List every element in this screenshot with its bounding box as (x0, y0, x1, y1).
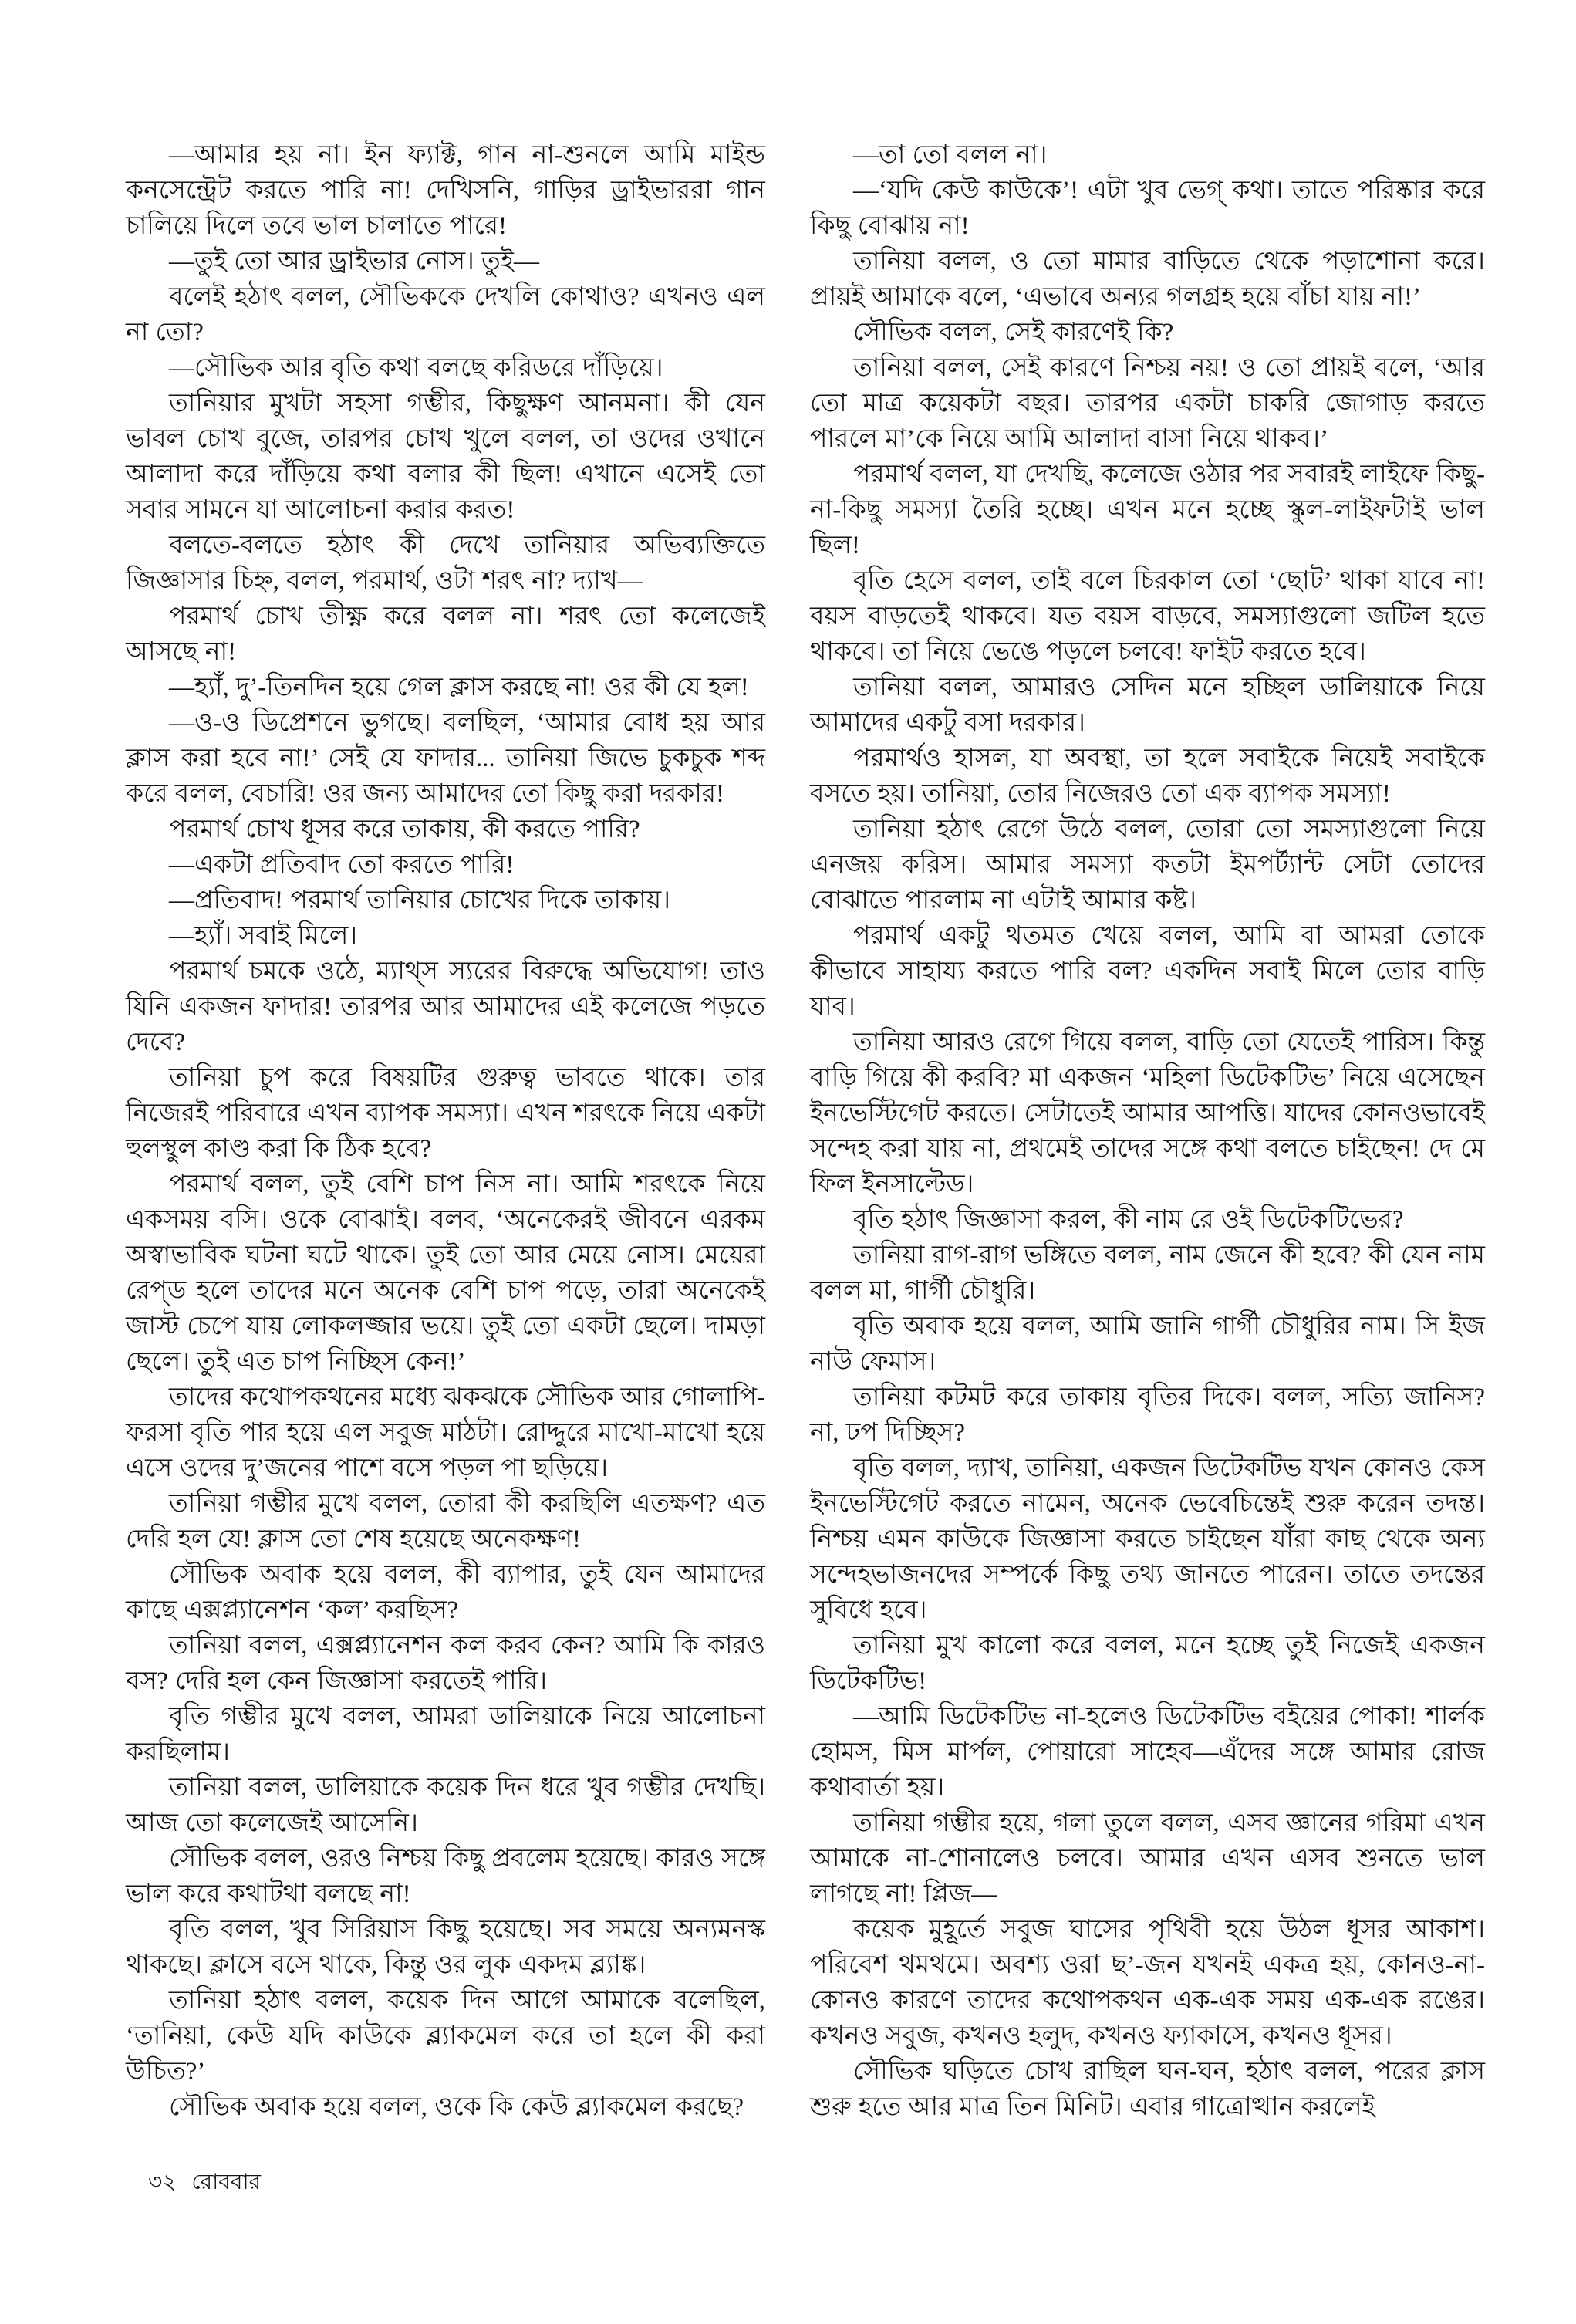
paragraph: পরমার্থ চোখ তীক্ষ্ণ করে বলল না। শরৎ তো কলেজেই আসছে না! (126, 603, 765, 666)
paragraph: বৃতি বলল, খুব সিরিয়াস কিছু হয়েছে। সব সময়ে অন্যমনস্ক থাকছে। ক্লাসে বসে থাকে, কিন্তু ওর লুক একদম ব্ল্যাঙ্ক। (126, 1916, 765, 1979)
paragraph: —ও-ও ডিপ্রেশনে ভুগছে। বলছিল, ‘আমার বোধ হয় আর ক্লাস করা হবে না!’ সেই যে ফাদার... তানিয়া জিভে চুকচুক শব্দ করে বলল, বেচারি! ওর জন্য আমাদের তো কিছু করা দরকার! (126, 709, 765, 808)
paragraph: পরমার্থ বলল, যা দেখছি, কলেজে ওঠার পর সবারই লাইফে কিছু-না-কিছু সমস্যা তৈরি হচ্ছে। এখন মনে হচ্ছে স্কুল-লাইফটাই ভাল ছিল! (810, 461, 1485, 559)
paragraph: তানিয়া গম্ভীর হয়ে, গলা তুলে বলল, এসব জ্ঞানের গরিমা এখন আমাকে না-শোনালেও চলবে। আমার এখন এসব শুনতে ভাল লাগছে না! প্লিজ— (810, 1809, 1485, 1908)
text-columns (126, 137, 1485, 2125)
paragraph: বৃতি গম্ভীর মুখে বলল, আমরা ডালিয়াকে নিয়ে আলোচনা করছিলাম। (126, 1703, 765, 1766)
paragraph: সৌভিক অবাক হয়ে বলল, ওকে কি কেউ ব্ল্যাকমেল করছে? (169, 2093, 744, 2121)
text-column-right (810, 137, 1485, 2125)
paragraph: তাদের কথোপকথনের মধ্যে ঝকঝকে সৌভিক আর গোলাপি-ফরসা বৃতি পার হয়ে এল সবুজ মাঠটা। রোদ্দুরে মাখো-মাখো হয়ে এসে ওদের দু’জনের পাশে বসে পড়ল পা ছড়িয়ে। (126, 1383, 765, 1482)
paragraph: পরমার্থ চোখ ধূসর করে তাকায়, কী করতে পারি? (169, 816, 640, 843)
page-footer (148, 2170, 261, 2196)
magazine-title: রোববার (191, 2170, 261, 2194)
paragraph: তানিয়া হঠাৎ রেগে উঠে বলল, তোরা তো সমস্যাগুলো নিয়ে এনজয় করিস। আমার সমস্যা কতটা ইমপর্ট্যান্ট সেটা তোদের বোঝাতে পারলাম না এটাই আমার কষ্ট। (810, 816, 1485, 914)
paragraph: তানিয়া বলল, সেই কারণে নিশ্চয় নয়! ও তো প্রায়ই বলে, ‘আর তো মাত্র কয়েকটা বছর। তারপর একটা চাকরি জোগাড় করতে পারলে মা’কে নিয়ে আমি আলাদা বাসা নিয়ে থাকব।’ (810, 354, 1485, 453)
paragraph: —তুই তো আর ড্রাইভার নোস। তুই— (169, 248, 539, 275)
paragraph: পরমার্থ বলল, তুই বেশি চাপ নিস না। আমি শরৎকে নিয়ে একসময় বসি। ওকে বোঝাই। বলব, ‘অনেকেরই জীবনে এরকম অস্বাভাবিক ঘটনা ঘটে থাকে। তুই তো আর মেয়ে নোস। মেয়েরা রেপ্‌ড হলে তাদের মনে অনেক বেশি চাপ পড়ে, তারা অনেকেই জাস্ট চেপে যায় লোকলজ্জার ভয়ে। তুই তো একটা ছেলে। দামড়া ছেলে। তুই এত চাপ নিচ্ছিস কেন!’ (126, 1170, 765, 1376)
paragraph: —হ্যাঁ। সবাই মিলে। (169, 922, 358, 950)
paragraph: —আমার হয় না। ইন ফ্যাক্ট, গান না-শুনলে আমি মাইন্ড কনসেন্ট্রেট করতে পারি না! দেখিসনি, গাড়ির ড্রাইভাররা গান চালিয়ে দিলে তবে ভাল চালাতে পারে! (126, 141, 765, 240)
paragraph: বৃতি বলল, দ্যাখ, তানিয়া, একজন ডিটেকটিভ যখন কোনও কেস ইনভেস্টিগেট করতে নামেন, অনেক ভেবেচিন্তেই শুরু করেন তদন্ত। নিশ্চয় এমন কাউকে জিজ্ঞাসা করতে চাইছেন যাঁরা কাছ থেকে অন্য সন্দেহভাজনদের সম্পর্কে কিছু তথ্য জানতে পারেন। তাতে তদন্তের সুবিধে হবে। (810, 1454, 1485, 1624)
paragraph: তানিয়া রাগ-রাগ ভঙ্গিতে বলল, নাম জেনে কী হবে? কী যেন নাম বলল মা, গার্গী চৌধুরি। (810, 1241, 1485, 1305)
paragraph: সৌভিক বলল, সেই কারণেই কি? (853, 319, 1174, 346)
paragraph: তানিয়া বলল, ও তো মামার বাড়িতে থেকে পড়াশোনা করে। প্রায়ই আমাকে বলে, ‘এভাবে অন্যর গলগ্রহ হয়ে বাঁচা যায় না!’ (810, 248, 1485, 311)
paragraph: —হ্যাঁ, দু’-তিনদিন হয়ে গেল ক্লাস করছে না! ওর কী যে হল! (169, 674, 749, 701)
paragraph: তানিয়া বলল, এক্সপ্ল্যানেশন কল করব কেন? আমি কি কারও বস? দেরি হল কেন জিজ্ঞাসা করতেই পারি। (126, 1632, 765, 1695)
paragraph: —একটা প্রতিবাদ তো করতে পারি! (169, 851, 515, 879)
paragraph: —তা তো বলল না। (853, 141, 1048, 169)
paragraph: —প্রতিবাদ! পরমার্থ তানিয়ার চোখের দিকে তাকায়। (169, 887, 670, 914)
paragraph: বৃতি হঠাৎ জিজ্ঞাসা করল, কী নাম রে ওই ডিটেকটিভের? (853, 1206, 1404, 1234)
paragraph: বৃতি হেসে বলল, তাই বলে চিরকাল তো ‘ছোট’ থাকা যাবে না! বয়স বাড়তেই থাকবে। যত বয়স বাড়বে, সমস্যাগুলো জটিল হতে থাকবে। তা নিয়ে ভেঙে পড়লে চলবে! ফাইট করতে হবে। (810, 567, 1485, 666)
paragraph: তানিয়া আরও রেগে গিয়ে বলল, বাড়ি তো যেতেই পারিস। কিন্তু বাড়ি গিয়ে কী করবি? মা একজন ‘মহিলা ডিটেকটিভ’ নিয়ে এসেছেন ইনভেস্টিগেট করতে। সেটাতেই আমার আপত্তি। যাদের কোনওভাবেই সন্দেহ করা যায় না, প্রথমেই তাদের সঙ্গে কথা বলতে চাইছেন! দে মে ফিল ইনসাল্টেড। (810, 1029, 1485, 1198)
paragraph: তানিয়া গম্ভীর মুখে বলল, তোরা কী করছিলি এতক্ষণ? এত দেরি হল যে! ক্লাস তো শেষ হয়েছে অনেকক্ষণ! (126, 1490, 765, 1553)
paragraph: —আমি ডিটেকটিভ না-হলেও ডিটেকটিভ বইয়ের পোকা! শার্লক হোমস, মিস মার্পল, পোয়ারো সাহেব—এঁদের সঙ্গে আমার রোজ কথাবার্তা হয়। (810, 1703, 1485, 1802)
text-column-left (126, 137, 765, 2125)
paragraph: —‘যদি কেউ কাউকে’! এটা খুব ভেগ্‌ কথা। তাতে পরিষ্কার করে কিছু বোঝায় না! (810, 177, 1485, 240)
paragraph: বলতে-বলতে হঠাৎ কী দেখে তানিয়ার অভিব্যক্তিতে জিজ্ঞাসার চিহ্ন, বলল, পরমার্থ, ওটা শরৎ না? দ্যাখ— (126, 532, 765, 595)
paragraph: পরমার্থ একটু থতমত খেয়ে বলল, আমি বা আমরা তোকে কীভাবে সাহায্য করতে পারি বল? একদিন সবাই মিলে তোর বাড়ি যাব। (810, 922, 1485, 1021)
paragraph: তানিয়া বলল, ডালিয়াকে কয়েক দিন ধরে খুব গম্ভীর দেখছি। আজ তো কলেজেই আসেনি। (126, 1774, 765, 1837)
paragraph: তানিয়া কটমট করে তাকায় বৃতির দিকে। বলল, সত্যি জানিস? না, ঢপ দিচ্ছিস? (810, 1383, 1485, 1447)
paragraph: তানিয়া চুপ করে বিষয়টির গুরুত্ব ভাবতে থাকে। তার নিজেরই পরিবারে এখন ব্যাপক সমস্যা। এখন শরৎকে নিয়ে একটা হুলস্থুল কাণ্ড করা কি ঠিক হবে? (126, 1064, 765, 1163)
paragraph: বৃতি অবাক হয়ে বলল, আমি জানি গার্গী চৌধুরির নাম। সি ইজ নাউ ফেমাস। (810, 1312, 1485, 1376)
paragraph: কয়েক মুহূর্তে সবুজ ঘাসের পৃথিবী হয়ে উঠল ধূসর আকাশ। পরিবেশ থমথমে। অবশ্য ওরা ছ’-জন যখনই একত্র হয়, কোনও-না-কোনও কারণে তাদের কথোপকথন এক-এক সময় এক-এক রঙের। কখনও সবুজ, কখনও হলুদ, কখনও ফ্যাকাসে, কখনও ধূসর। (810, 1916, 1485, 2050)
page-number: ৩২ (148, 2170, 177, 2194)
paragraph: তানিয়া মুখ কালো করে বলল, মনে হচ্ছে তুই নিজেই একজন ডিটেকটিভ! (810, 1632, 1485, 1695)
paragraph: পরমার্থ চমকে ওঠে, ম্যাথ্‌স স্যরের বিরুদ্ধে অভিযোগ! তাও যিনি একজন ফাদার! তারপর আর আমাদের এই কলেজে পড়তে দেবে? (126, 958, 765, 1056)
paragraph: তানিয়া বলল, আমারও সেদিন মনে হচ্ছিল ডালিয়াকে নিয়ে আমাদের একটু বসা দরকার। (810, 674, 1485, 737)
paragraph: তানিয়ার মুখটা সহসা গম্ভীর, কিছুক্ষণ আনমনা। কী যেন ভাবল চোখ বুজে, তারপর চোখ খুলে বলল, তা ওদের ওখানে আলাদা করে দাঁড়িয়ে কথা বলার কী ছিল! এখানে এসেই তো সবার সামনে যা আলোচনা করার করত! (126, 390, 765, 524)
paragraph: পরমার্থও হাসল, যা অবস্থা, তা হলে সবাইকে নিয়েই সবাইকে বসতে হয়। তানিয়া, তোর নিজেরও তো এক ব্যাপক সমস্যা! (810, 745, 1485, 808)
paragraph: তানিয়া হঠাৎ বলল, কয়েক দিন আগে আমাকে বলেছিল, ‘তানিয়া, কেউ যদি কাউকে ব্ল্যাকমেল করে তা হলে কী করা উচিত?’ (126, 1987, 765, 2086)
paragraph: সৌভিক ঘড়িতে চোখ রাছিল ঘন-ঘন, হঠাৎ বলল, পরের ক্লাস শুরু হতে আর মাত্র তিন মিনিট। এবার গাত্রোত্থান করলেই (810, 2058, 1485, 2121)
paragraph: —সৌভিক আর বৃতি কথা বলছে করিডরে দাঁড়িয়ে। (169, 354, 663, 382)
paragraph: সৌভিক অবাক হয়ে বলল, কী ব্যাপার, তুই যেন আমাদের কাছে এক্সপ্ল্যানেশন ‘কল’ করছিস? (126, 1561, 765, 1624)
paragraph: সৌভিক বলল, ওরও নিশ্চয় কিছু প্রবলেম হয়েছে। কারও সঙ্গে ভাল করে কথাটথা বলছে না! (126, 1845, 765, 1908)
paragraph: বলেই হঠাৎ বলল, সৌভিককে দেখলি কোথাও? এখনও এল না তো? (126, 283, 765, 346)
